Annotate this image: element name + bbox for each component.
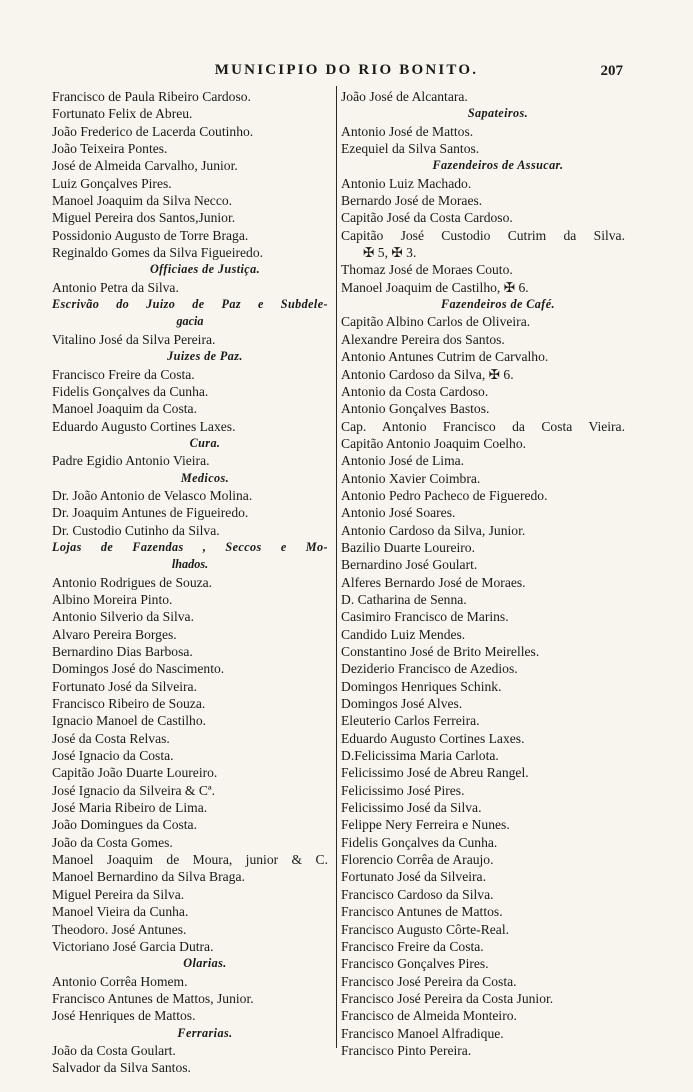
list-item: Dr. Joaquim Antunes de Figueiredo. <box>52 505 249 521</box>
list-item: Antonio Rodrigues de Souza. <box>52 574 213 590</box>
section-heading: lhados. <box>171 557 209 572</box>
list-item: Bernardino Dias Barbosa. <box>52 644 193 659</box>
list-item: José Henriques de Mattos. <box>52 1008 196 1024</box>
list-item: Francisco Freire da Costa. <box>52 366 195 382</box>
section-heading: Juizes de Paz. <box>167 349 243 364</box>
left-column <box>52 88 328 1077</box>
list-item: Antonio da Costa Cardoso. <box>341 383 489 399</box>
list-item: Candido Luiz Mendes. <box>341 626 466 642</box>
list-item: Manoel Joaquim da Costa. <box>52 401 197 417</box>
list-item: Eduardo Augusto Cortines Laxes. <box>52 418 236 434</box>
list-item: Francisco Cardoso da Silva. <box>341 886 494 902</box>
list-item: Constantino José de Brito Meirelles. <box>341 644 540 659</box>
list-item: Francisco Gonçalves Pires. <box>341 956 489 972</box>
list-item: Capitão Antonio Joaquim Coelho. <box>341 435 527 451</box>
list-item: Possidonio Augusto de Torre Braga. <box>52 227 249 243</box>
page-title: MUNICIPIO DO RIO BONITO. <box>214 62 479 78</box>
list-item: João José de Alcantara. <box>341 89 468 104</box>
list-item: Manoel Joaquim de Castilho, ✠ 6. <box>341 279 529 295</box>
list-item: Ezequiel da Silva Santos. <box>341 141 480 157</box>
list-item: Victoriano José Garcia Dutra. <box>52 938 214 954</box>
list-item: Ignacio Manoel de Castilho. <box>52 713 207 729</box>
list-item: José Ignacio da Silveira & Cª. <box>52 782 216 798</box>
list-item: Deziderio Francisco de Azedios. <box>341 661 518 677</box>
list-item: Albino Moreira Pinto. <box>52 591 173 607</box>
list-item: Antonio Luiz Machado. <box>341 175 472 191</box>
section-heading: Escrivão do Juizo de Paz e Subdele- <box>52 297 328 312</box>
list-item: Capitão José Custodio Cutrim da Silva. <box>341 227 625 243</box>
list-item: Eleuterio Carlos Ferreira. <box>341 713 480 729</box>
list-item: Casimiro Francisco de Marins. <box>341 609 509 625</box>
list-item: Manoel Joaquim de Moura, junior & C. <box>52 852 328 868</box>
list-item: João Domingues da Costa. <box>52 817 197 833</box>
list-item: João Frederico de Lacerda Coutinho. <box>52 123 254 139</box>
list-item: Salvador da Silva Santos. <box>52 1060 191 1076</box>
list-item: Domingos José do Nascimento. <box>52 661 225 677</box>
list-item: D. Catharina de Senna. <box>341 591 467 607</box>
list-item: Francisco de Paula Ribeiro Cardoso. <box>52 89 251 104</box>
list-item: Bernardo José de Moraes. <box>341 193 483 209</box>
list-item: Cap. Antonio Francisco da Costa Vieira. <box>341 418 625 434</box>
list-item: Antonio Xavier Coimbra. <box>341 470 481 486</box>
list-item: Felicissimo José de Abreu Rangel. <box>341 765 529 781</box>
page-header <box>0 62 693 82</box>
list-item: Bazilio Duarte Loureiro. <box>341 539 475 555</box>
list-item: Manoel Vieira da Cunha. <box>52 904 189 920</box>
list-item: Francisco Antunes de Mattos. <box>341 904 503 920</box>
list-item: Luiz Gonçalves Pires. <box>52 175 172 191</box>
list-item: Antonio Antunes Cutrim de Carvalho. <box>341 349 549 365</box>
right-column <box>341 88 625 1059</box>
list-item: Capitão Albino Carlos de Oliveira. <box>341 314 531 330</box>
list-item: Francisco Manoel Alfradique. <box>341 1025 504 1041</box>
list-item: Fortunato Felix de Abreu. <box>52 106 193 122</box>
list-item: Capitão José da Costa Cardoso. <box>341 210 513 226</box>
section-heading: Ferrarias. <box>177 1025 233 1040</box>
list-item: Reginaldo Gomes da Silva Figueiredo. <box>52 245 264 261</box>
list-item: Antonio Gonçalves Bastos. <box>341 401 490 417</box>
list-item: Felippe Nery Ferreira e Nunes. <box>341 817 510 833</box>
list-item: Manoel Bernardino da Silva Braga. <box>52 869 245 885</box>
list-item: Florencio Corrêa de Araujo. <box>341 852 494 868</box>
list-item: Dr. João Antonio de Velasco Molina. <box>52 487 253 503</box>
list-item: João Teixeira Pontes. <box>52 141 168 157</box>
list-item: Alexandre Pereira dos Santos. <box>341 331 505 347</box>
list-item: João da Costa Goulart. <box>52 1042 176 1058</box>
list-item: Alferes Bernardo José de Moraes. <box>341 574 526 590</box>
list-item: Antonio Silverio da Silva. <box>52 609 194 625</box>
list-item: Francisco de Almeida Monteiro. <box>341 1008 517 1024</box>
list-item: José da Costa Relvas. <box>52 730 170 746</box>
list-item: Fidelis Gonçalves da Cunha. <box>341 834 498 850</box>
list-item: Domingos José Alves. <box>341 696 463 712</box>
list-item: Thomaz José de Moraes Couto. <box>341 262 513 278</box>
list-item: Fortunato José da Silveira. <box>52 678 197 694</box>
section-heading: Cura. <box>189 435 221 450</box>
list-item: José de Almeida Carvalho, Junior. <box>52 158 238 174</box>
section-heading: Fazendeiros de Café. <box>441 297 555 312</box>
list-item: Fidelis Gonçalves da Cunha. <box>52 383 209 399</box>
list-item: Antonio José Soares. <box>341 505 456 521</box>
list-item: D.Felicissima Maria Carlota. <box>341 748 499 764</box>
list-item: Antonio José de Lima. <box>341 453 465 469</box>
list-item: Eduardo Augusto Cortines Laxes. <box>341 730 525 746</box>
list-item: Antonio Cardoso da Silva, ✠ 6. <box>341 366 514 382</box>
list-item: Fortunato José da Silveira. <box>341 869 486 885</box>
list-item: Dr. Custodio Cutinho da Silva. <box>52 522 220 538</box>
section-heading: Fazendeiros de Assucar. <box>432 158 564 173</box>
list-item: Francisco Antunes de Mattos, Junior. <box>52 990 254 1006</box>
list-item: Francisco José Pereira da Costa Junior. <box>341 990 554 1006</box>
list-item: Antonio Pedro Pacheco de Figueredo. <box>341 487 548 503</box>
list-item: José Maria Ribeiro de Lima. <box>52 800 208 816</box>
list-item: ✠ 5, ✠ 3. <box>363 245 417 261</box>
list-item: Padre Egidio Antonio Vieira. <box>52 453 210 469</box>
list-item: Bernardino José Goulart. <box>341 557 478 573</box>
list-item: Francisco José Pereira da Costa. <box>341 973 517 989</box>
list-item: Theodoro. José Antunes. <box>52 921 187 937</box>
column-divider <box>336 86 337 1048</box>
section-heading: Olarias. <box>183 956 227 971</box>
list-item: Miguel Pereira dos Santos,Junior. <box>52 210 236 226</box>
list-item: Domingos Henriques Schink. <box>341 678 502 694</box>
list-item: Antonio Petra da Silva. <box>52 279 179 295</box>
page-number: 207 <box>600 63 623 79</box>
list-item: Antonio Corrêa Homem. <box>52 973 188 989</box>
list-item: José Ignacio da Costa. <box>52 748 174 764</box>
list-item: Antonio José de Mattos. <box>341 123 474 139</box>
list-item: Francisco Freire da Costa. <box>341 938 484 954</box>
list-item: Felicissimo José da Silva. <box>341 800 482 816</box>
list-item: Manoel Joaquim da Silva Necco. <box>52 193 233 209</box>
list-item: Alvaro Pereira Borges. <box>52 626 177 642</box>
list-item: Vitalino José da Silva Pereira. <box>52 331 216 347</box>
list-item: Francisco Ribeiro de Souza. <box>52 696 206 712</box>
list-item: Francisco Augusto Côrte-Real. <box>341 921 510 937</box>
list-item: Antonio Cardoso da Silva, Junior. <box>341 522 526 538</box>
list-item: João da Costa Gomes. <box>52 834 173 850</box>
section-heading: Medicos. <box>180 470 230 485</box>
section-heading: gacia <box>176 314 204 329</box>
section-heading: Officiaes de Justiça. <box>149 262 261 277</box>
list-item: Francisco Pinto Pereira. <box>341 1042 472 1058</box>
section-heading: Lojas de Fazendas , Seccos e Mo- <box>52 539 328 554</box>
list-item: Capitão João Duarte Loureiro. <box>52 765 218 781</box>
list-item: Felicissimo José Pires. <box>341 782 465 798</box>
section-heading: Sapateiros. <box>467 106 529 121</box>
list-item: Miguel Pereira da Silva. <box>52 886 185 902</box>
